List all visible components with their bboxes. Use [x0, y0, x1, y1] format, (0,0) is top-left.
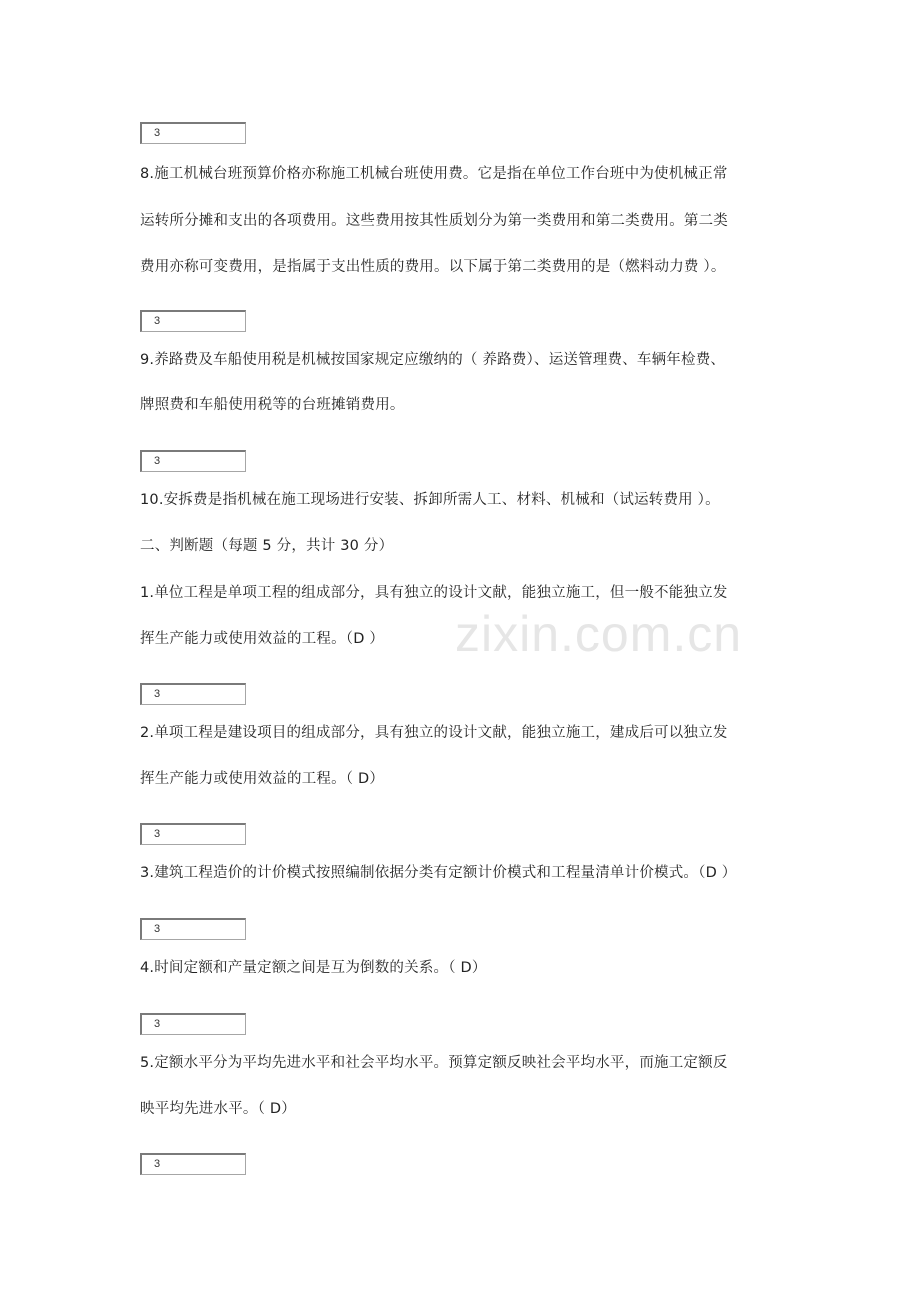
score-field[interactable]: 3	[140, 1013, 246, 1035]
question-text-line: 10.安拆费是指机械在施工现场进行安装、拆卸所需人工、材料、机械和（试运转费用 ）。	[140, 492, 720, 508]
score-field[interactable]: 3	[140, 122, 246, 144]
score-field[interactable]: 3	[140, 823, 246, 845]
score-field[interactable]: 3	[140, 450, 246, 472]
score-field[interactable]: 3	[140, 1153, 246, 1175]
question-text-line: 运转所分摊和支出的各项费用。这些费用按其性质划分为第一类费用和第二类费用。第二类	[140, 213, 728, 229]
question-text-line: 挥生产能力或使用效益的工程。（ D）	[140, 771, 385, 787]
score-field[interactable]: 3	[140, 310, 246, 332]
question-text-line: 9.养路费及车船使用税是机械按国家规定应缴纳的（ 养路费）、运送管理费、车辆年检费、	[140, 352, 726, 368]
score-field[interactable]: 3	[140, 683, 246, 705]
question-text-line: 5.定额水平分为平均先进水平和社会平均水平。预算定额反映社会平均水平，而施工定额反	[140, 1055, 728, 1071]
watermark: zixin.com.cn	[455, 606, 743, 662]
question-text-line: 1.单位工程是单项工程的组成部分，具有独立的设计文献，能独立施工，但一般不能独立发	[140, 585, 728, 601]
score-field[interactable]: 3	[140, 918, 246, 940]
section-heading: 二、判断题（每题 5 分，共计 30 分）	[140, 538, 394, 554]
question-text-line: 4.时间定额和产量定额之间是互为倒数的关系。（ D）	[140, 960, 487, 976]
question-text-line: 牌照费和车船使用税等的台班摊销费用。	[140, 397, 405, 413]
question-text-line: 2.单项工程是建设项目的组成部分，具有独立的设计文献，能独立施工，建成后可以独立发	[140, 725, 728, 741]
question-text-line: 3.建筑工程造价的计价模式按照编制依据分类有定额计价模式和工程量清单计价模式。（D ）	[140, 865, 737, 881]
question-text-line: 映平均先进水平。（ D）	[140, 1101, 296, 1117]
question-text-line: 挥生产能力或使用效益的工程。（D ）	[140, 631, 385, 647]
question-text-line: 8.施工机械台班预算价格亦称施工机械台班使用费。它是指在单位工作台班中为使机械正常	[140, 166, 728, 182]
question-text-line: 费用亦称可变费用，是指属于支出性质的费用。以下属于第二类费用的是（燃料动力费 ）。	[140, 259, 726, 275]
